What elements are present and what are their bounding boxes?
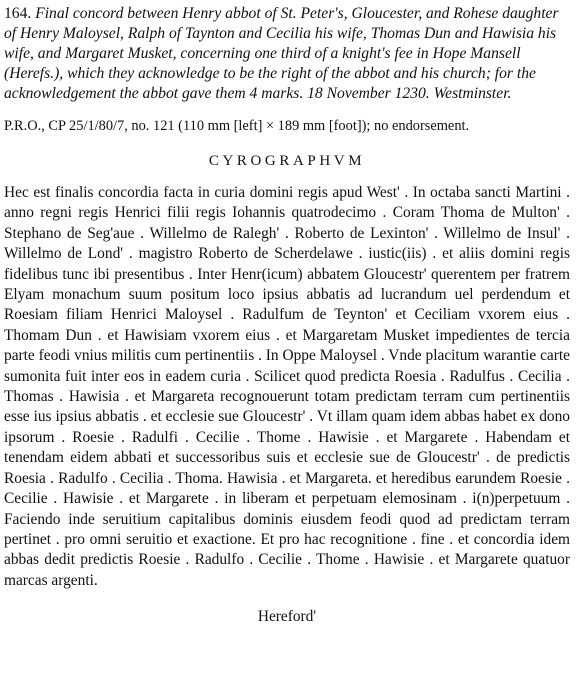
document-title: CYROGRAPHVM xyxy=(208,153,366,169)
entry-summary: Final concord between Henry abbot of St. Peter's, Gloucester, and Rohese daughter of Henry Maloysel, Ralph of Taynton and Cecilia his wife, Thomas Dun and Hawisia his wife, and Margaret Musket, concerning one third of a knight's fee in Hope Mansell (Herefs.), which they acknowledge to be the right of the abbot and his church; for the acknowledgement the abbot gave them 4 marks. 18 November 1230. Westminster. xyxy=(4,5,559,102)
entry-heading xyxy=(4,4,570,104)
latin-text: Hec est finalis concordia facta in curia domini regis apud West' . In octaba sancti Martini . anno regni regis Henrici filii regis Iohannis quatrodecimo . Coram Thoma de Multon' . Stephano de Seg'aue . Willelmo de Ralegh' . Roberto de Lexinton' . Willelmo de Insul' . Willelmo de Lond' . magistro Roberto de Scherdelawe . iustic(iis) . et aliis domini regis fidelibus tunc ibi presentibus . Inter Henr(icum) abbatem Gloucestr' querentem per fratrem Elyam monachum suum positum loco ipsius abbatis ad lucrandum uel perdendum et Roesiam filiam Henrici Maloysel . Radulfum de Teynton' et Ceciliam vxorem eius . Thomam Dun . et Hawisiam vxorem eius . et Margaretam Musket impedientes de tercia parte feodi vnius militis cum pertinentiis . In Oppe Maloysel . Vnde placitum warantie carte sumonita fuit inter eos in eadem curia . Scilicet quod predicta Roesia . Radulfus . Cecilia . Thomas . Hawisia . et Margareta recognouerunt totam predictam terram cum pertinentiis esse ius ipsius abbatis . et ecclesie sue Gloucestr' . Vt illam quam idem abbas habet ex dono ipsorum . Roesie . Radulfi . Cecilie . Thome . Hawisie . et Margarete . Habendam et tenendam eidem abbati et successoribus suis et ecclesie sue de Gloucestr' . de predictis Roesia . Radulfo . Cecilia . Thoma. Hawisia . et Margareta. et heredibus earundem Roesie . Cecilie . Hawisie . et Margarete . in liberam et perpetuam elemosinam . i(n)perpetuum . Faciendo inde seruitium capitalibus dominis eiusdem feodi quod ad predictam terram pertinet . pro omni seruitio et exactione. Et pro hac recognitione . fine . et concordia idem abbas dedit predictis Roesie . Radulfo . Cecilie . Thome . Hawisie . et Margarete quatuor marcas argenti. xyxy=(4,184,570,589)
entry-number: 164. xyxy=(4,5,32,22)
footer-label: Hereford' xyxy=(257,608,317,626)
source-note: P.R.O., CP 25/1/80/7, no. 121 (110 mm [left] × 189 mm [foot]); no endorsement. xyxy=(4,118,470,134)
